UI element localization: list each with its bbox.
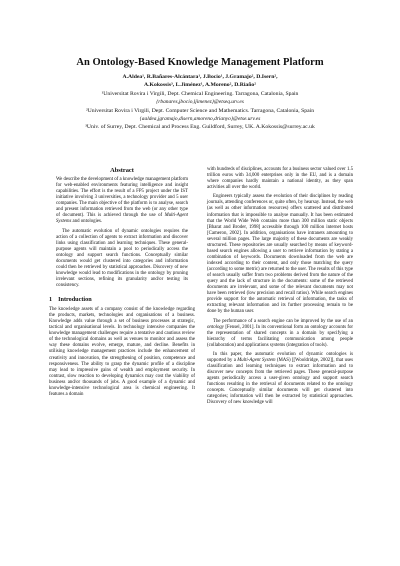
body-p4-text-a: In this paper, the automatic evolution of dynamic ontologies is supported by a	[207, 351, 353, 363]
body-p3-emphasis: ontology	[207, 324, 224, 330]
left-column	[49, 168, 195, 401]
paper-title: An Ontology-Based Knowledge Management Platform	[76, 57, 324, 68]
body-paragraph-3	[207, 319, 353, 349]
authors-line-2: A.Kokossis³, L.Jiménez¹, A.Moreno², D.Riaño²	[144, 82, 256, 89]
body-paragraph-2: Engineers typically assess the evolution of their disciplines by reading journals, attending conferences or, quite often, by hearsay. Instead, the web (as well as other information resources) offers scattered and distributed information that is impossible to analyse manually. It has been estimated that the World Wide Web contains more than 300 million static objects [Bharat and Broder, 1998] accessible through 100 million internet hosts [Cameron, 2002]. In addition, organisations have intranets amounting to several million pages. The large majority of these documents are weakly structured. These repositories are usually searched by means of keyword-based search engines allowing a user to retrieve information by stating a combination of keywords. Documents downloaded from the web are indexed according to their content, and only those matching the query (according to some metric) are returned to the user. The results of this type of search usually suffer from two problems derived from the nature of the query and the lack of structure in the documents: some of the retrieved documents are irrelevant, and some of the relevant documents may not have been retrieved (low precision and recall ratios). While search engines provide support for the automatic retrieval of information, the tasks of extracting relevant information and its further processing remain to be done by the human user.	[207, 194, 353, 315]
authors-line-1: A.Aldea¹, R.Bañares-Alcántara¹, J.Bocio¹, J.Gramajo², D.Isern²,	[122, 74, 278, 80]
abstract-paragraph-1	[56, 177, 188, 225]
section-title: Introduction	[58, 296, 92, 304]
affiliation-2: ²Universitat Rovira i Virgili, Dept. Computer Science and Mathematics. Tarragona, Catalonia, Spain	[85, 107, 315, 114]
section-heading	[49, 297, 195, 303]
abstract-text-a: We describe the development of a knowledge management platform for web-enabled environments featuring intelligence and insight capabilities. The effort is the result of a FP5 project under the IST initiative involving 3 universities, a technology provider and 5 user companies. The main objective of the platform is to analyse, search and present information retrieved from the web (or any other type of document). This is achieved through the use of	[56, 177, 188, 219]
affiliation-3: ³Univ. of Surrey, Dept. Chemical and Process Eng. Guildford, Surrey, UK. A.Kokossis@surrey.ac.uk	[85, 124, 315, 131]
body-p4-emphasis: Multi-Agent System	[237, 357, 276, 363]
abstract-text-b: and ontologies.	[71, 219, 103, 225]
email-1: {rbanares,jbocio,ljimenez}@etseq.urv.es	[156, 99, 244, 106]
affiliation-1: ¹Universitat Rovira i Virgili, Dept. Chemical Engineering. Tarragona, Catalonia, Spain	[101, 90, 299, 97]
section-number: 1	[49, 296, 53, 304]
body-p4-text-b: (MAS) [[Wooldridge, 2002]], that uses classification and learning techniques to extract information and to discover new concepts from the retrieved pages. These general-purpose agents periodically access a user-given ontology and support search functions resulting in the retrieval of documents related to the ontology concepts. Conceptually similar documents will get clustered into categories; information will then be extracted by statistical approaches. Discovery of new knowledge will	[207, 357, 353, 406]
abstract-paragraph-2: The automatic evolution of dynamic ontologies requires the action of a collection of agents to extract information and discover links using classification and learning techniques. These general-purpose agents will maintain a pool to periodically access the ontology and support search functions. Conceptually similar documents would get clustered into categories and information could then be retrieved by statistical approaches. Discovery of new knowledge would lead to modifications in the ontology by pruning irrelevant sections, refining its granularity and/or testing its consistency.	[56, 228, 188, 289]
body-paragraph-4	[207, 352, 353, 406]
email-2: {aaldea,jgramajo,disern,amoreno,drianyo}@etse.urv.es	[139, 116, 261, 123]
abstract-body	[56, 177, 188, 289]
body-p3-text-b: [Fensel, 2001]. In its conventional form an ontology accounts for the representation of shared concepts in a domain by specifying a hierarchy of terms facilitating communication among people (collaboration) and applications systems (integration of tools).	[207, 324, 353, 348]
abstract-emphasis: Multi-Agent Systems	[56, 213, 188, 225]
body-paragraph-1: with hundreds of disciplines, accounts for a business sector valued over 1.5 trillion euros with 34,000 enterprises only in the EU, and is a domain where companies hardly maintain a national identity, as they span activities all over the world.	[207, 167, 353, 191]
author-block	[0, 73, 400, 132]
body-p3-text-a: The performance of a search engine can be improved by the use of an	[213, 318, 353, 324]
intro-paragraph-1: The knowledge assets of a company consist of the knowledge regarding the products, markets, technologies and organisations of a business. Knowledge adds value through a set of business processes at strategic, tactical and organisational levels. In technology intensive companies the knowledge management challenges require a tentative and cautious review of the technological domains as well as venues to monitor and assess the way these domains evolve, emerge, mature, and decline. Benefits in utilising knowledge management practices include the enhancement of creativity and innovation, the strengthening of position, competence and responsiveness. The ability to grasp the dynamic profile of a discipline may lead to impressive gains of wealth and employment security. In contrast, slow reaction to developing dynamics may cost the viability of business and/or thousands of jobs. A good example of a dynamic and knowledge-intensive technological area is chemical engineering. It features a domain	[49, 307, 195, 397]
right-column	[207, 167, 353, 410]
abstract-heading: Abstract	[110, 167, 134, 174]
